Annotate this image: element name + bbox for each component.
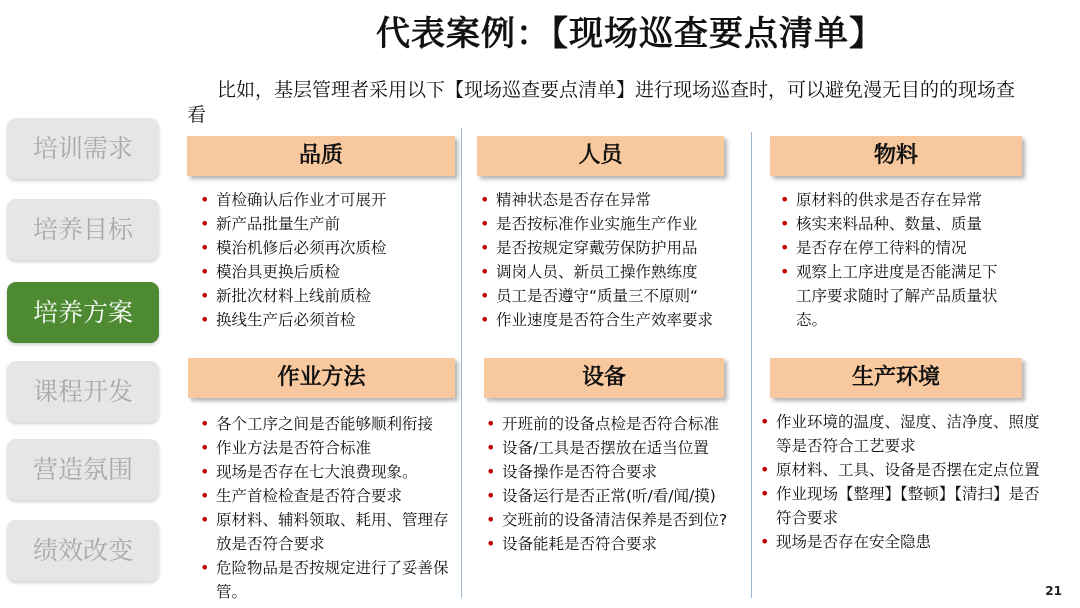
list-item: • 现场是否存在安全隐患 (758, 530, 1048, 554)
section-header-personnel: 人员 (477, 136, 724, 176)
list-item: • 开班前的设备点检是否符合标准 (484, 412, 746, 436)
list-item: • 是否按标准作业实施生产作业 (478, 212, 748, 236)
list-item: • 首检确认后作业才可展开 (198, 188, 458, 212)
section-list-quality (198, 188, 458, 332)
list-item: • 作业现场【整理】【整顿】【清扫】是否符合要求 (758, 482, 1048, 530)
list-item: • 作业方法是否符合标准 (198, 436, 458, 460)
list-item: • 生产首检检查是否符合要求 (198, 484, 458, 508)
nav-item-atmosphere[interactable]: 营造氛围 (7, 439, 159, 500)
list-item: • 交班前的设备清洁保养是否到位? (484, 508, 746, 532)
section-list-work-methods (198, 412, 458, 604)
list-item: • 设备操作是否符合要求 (484, 460, 746, 484)
list-item: • 新批次材料上线前质检 (198, 284, 458, 308)
list-item: • 核实来料品种、数量、质量 (778, 212, 1008, 236)
list-item: • 员工是否遵守“质量三不原则“ (478, 284, 748, 308)
list-item: • 作业速度是否符合生产效率要求 (478, 308, 748, 332)
list-item: • 原材料、工具、设备是否摆在定点位置 (758, 458, 1048, 482)
page-number: 21 (1045, 584, 1062, 598)
list-item: • 原材料、辅料领取、耗用、管理存放是否符合要求 (198, 508, 458, 556)
list-item: • 原材料的供求是否存在异常 (778, 188, 1008, 212)
list-item: • 调岗人员、新员工操作熟练度 (478, 260, 748, 284)
list-item: • 换线生产后必须首检 (198, 308, 458, 332)
section-header-production-environment: 生产环境 (770, 358, 1022, 398)
list-item: • 作业环境的温度、湿度、洁净度、照度等是否符合工艺要求 (758, 410, 1048, 458)
list-item: • 危险物品是否按规定进行了妥善保管。 (198, 556, 458, 604)
nav-item-course-development[interactable]: 课程开发 (7, 361, 159, 422)
section-header-work-methods: 作业方法 (188, 358, 455, 398)
section-list-equipment (484, 412, 746, 556)
section-header-materials: 物料 (770, 136, 1022, 176)
section-header-equipment: 设备 (484, 358, 724, 398)
intro-text: 比如，基层管理者采用以下【现场巡查要点清单】进行现场巡查时，可以避免漫无目的的现场查看 (187, 79, 1016, 126)
list-item: • 设备能耗是否符合要求 (484, 532, 746, 556)
section-list-materials (778, 188, 1008, 332)
section-list-personnel (478, 188, 748, 332)
section-list-production-environment (758, 410, 1048, 554)
list-item: • 精神状态是否存在异常 (478, 188, 748, 212)
section-header-quality: 品质 (187, 136, 455, 176)
nav-item-training-plan[interactable]: 培养方案 (7, 282, 159, 343)
list-item: • 是否存在停工待料的情况 (778, 236, 1008, 260)
list-item: • 模治具更换后质检 (198, 260, 458, 284)
page-title: 代表案例：【现场巡查要点清单】 (376, 14, 884, 54)
list-item: • 观察上工序进度是否能满足下工序要求随时了解产品质量状态。 (778, 260, 1008, 332)
nav-item-training-goals[interactable]: 培养目标 (7, 199, 159, 260)
list-item: • 是否按规定穿戴劳保防护用品 (478, 236, 748, 260)
list-item: • 现场是否存在七大浪费现象。 (198, 460, 458, 484)
list-item: • 设备运行是否正常(听/看/闻/摸) (484, 484, 746, 508)
column-divider (751, 132, 752, 598)
list-item: • 设备/工具是否摆放在适当位置 (484, 436, 746, 460)
list-item: • 新产品批量生产前 (198, 212, 458, 236)
list-item: • 各个工序之间是否能够顺利衔接 (198, 412, 458, 436)
column-divider (461, 128, 462, 598)
nav-item-performance-change[interactable]: 绩效改变 (7, 520, 159, 581)
list-item: • 模治机修后必须再次质检 (198, 236, 458, 260)
nav-item-training-needs[interactable]: 培训需求 (7, 118, 159, 179)
